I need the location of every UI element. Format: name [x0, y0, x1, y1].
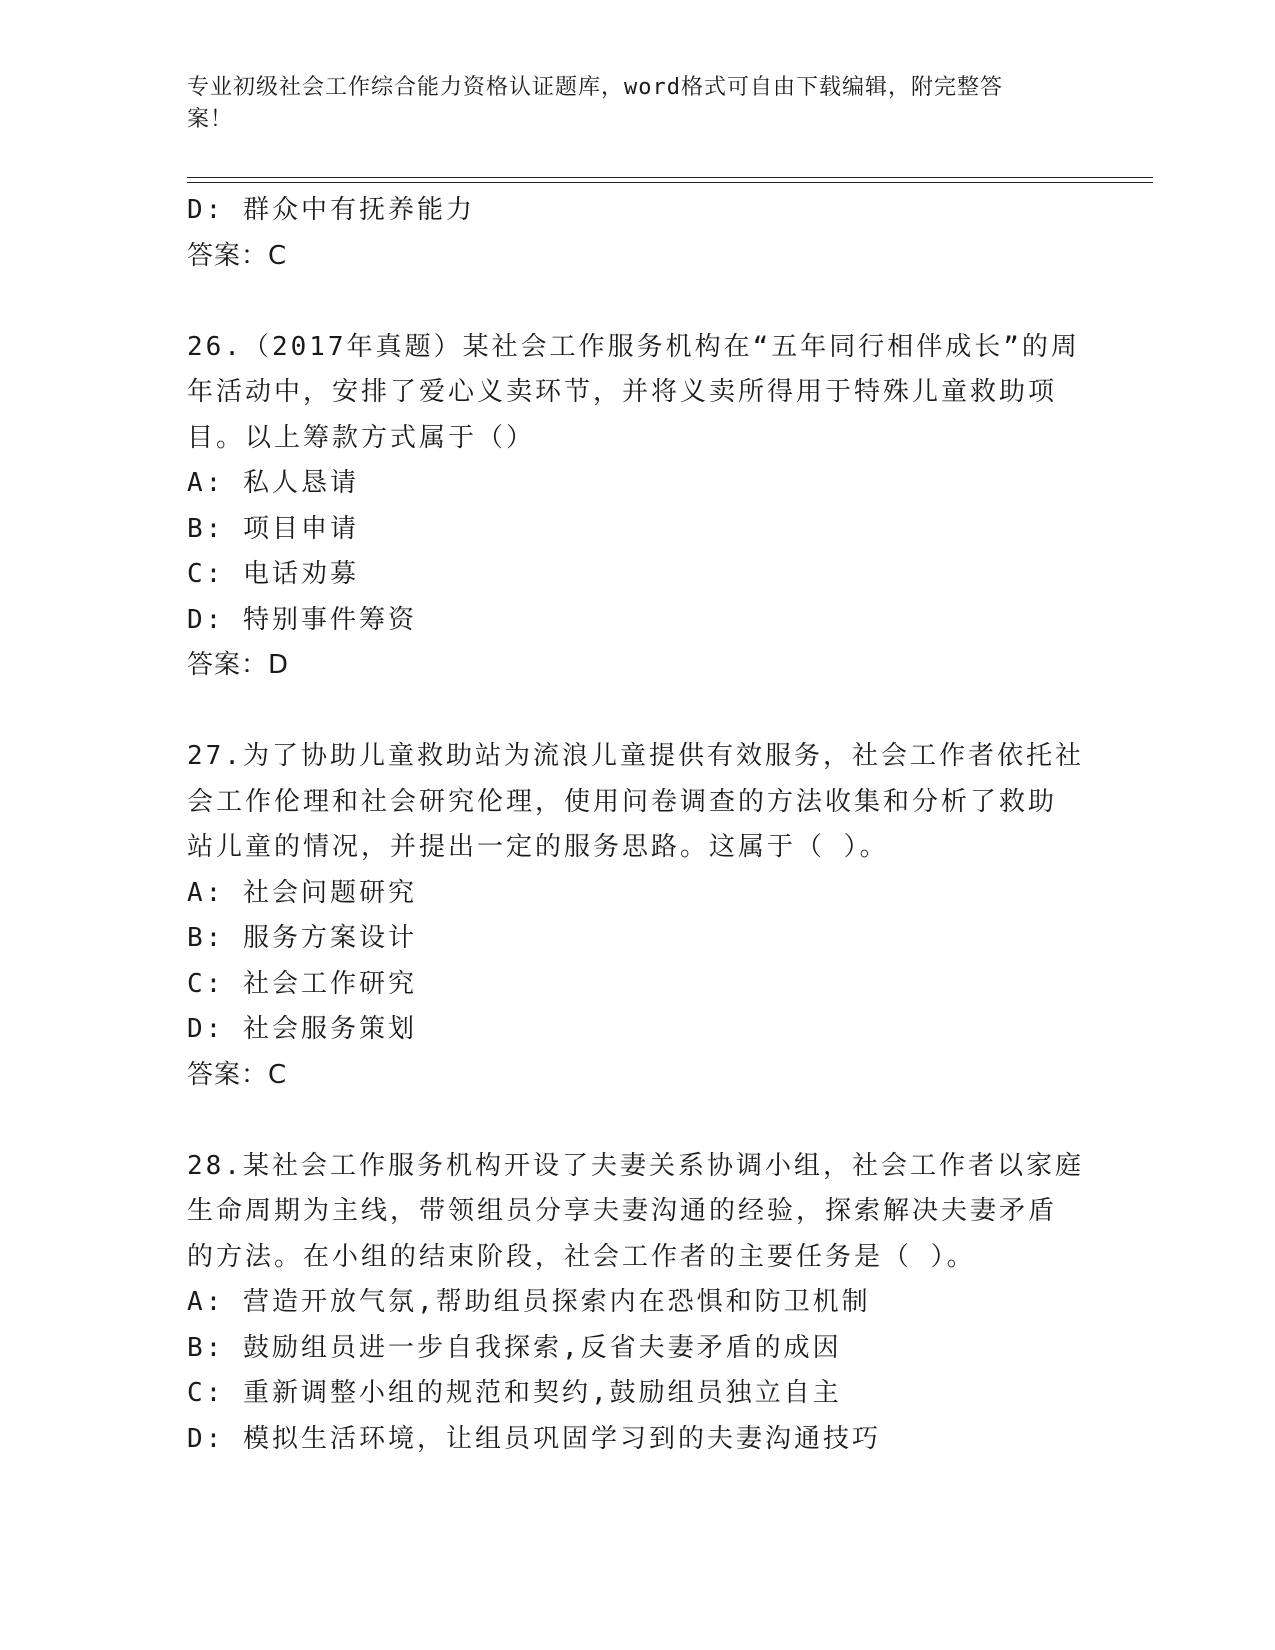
question-text-line: 28.某社会工作服务机构开设了夫妻关系协调小组，社会工作者以家庭 — [187, 1150, 1084, 1181]
question-content — [187, 188, 1087, 1462]
question-text-line: 目。以上筹款方式属于（） — [187, 422, 536, 453]
option-b: B: 服务方案设计 — [187, 923, 417, 953]
question-text-line: 26.（2017年真题）某社会工作服务机构在“五年同行相伴成长”的周 — [187, 331, 1080, 362]
previous-question-tail — [187, 188, 1087, 279]
page-header — [187, 72, 1067, 136]
question-text-line: 生命周期为主线，带领组员分享夫妻沟通的经验，探索解决夫妻矛盾 — [187, 1196, 1058, 1226]
option-d: D: 模拟生活环境，让组员巩固学习到的夫妻沟通技巧 — [187, 1423, 881, 1454]
question-text-line: 站儿童的情况，并提出一定的服务思路。这属于（ ）。 — [187, 832, 889, 862]
option-c: C: 电话劝募 — [187, 559, 359, 589]
option-c: C: 重新调整小组的规范和契约,鼓励组员独立自主 — [187, 1378, 842, 1408]
header-divider-bottom — [187, 182, 1153, 183]
answer: 答案：C — [187, 1059, 288, 1090]
header-text-line-1: 专业初级社会工作综合能力资格认证题库，word格式可自由下载编辑，附完整答 — [187, 75, 1003, 100]
option-d: D: 特别事件筹资 — [187, 604, 417, 635]
option-c: C: 社会工作研究 — [187, 968, 417, 999]
question-text-line: 会工作伦理和社会研究伦理，使用问卷调查的方法收集和分析了救助 — [187, 786, 1058, 817]
question-26 — [187, 325, 1087, 689]
option-a: A: 社会问题研究 — [187, 877, 417, 908]
option-d: D: 群众中有抚养能力 — [187, 195, 475, 225]
header-text-line-2: 案！ — [187, 107, 234, 132]
spacer — [187, 279, 1087, 325]
option-b: B: 项目申请 — [187, 513, 359, 544]
answer: 答案：D — [187, 650, 290, 680]
spacer — [187, 1098, 1087, 1144]
option-a: A: 营造开放气氛,帮助组员探索内在恐惧和防卫机制 — [187, 1287, 871, 1317]
header-divider-top — [187, 177, 1153, 178]
question-28 — [187, 1144, 1087, 1463]
question-27 — [187, 734, 1087, 1098]
question-text-line: 27.为了协助儿童救助站为流浪儿童提供有效服务，社会工作者依托社 — [187, 741, 1084, 771]
option-b: B: 鼓励组员进一步自我探索,反省夫妻矛盾的成因 — [187, 1332, 842, 1363]
question-text-line: 年活动中，安排了爱心义卖环节，并将义卖所得用于特殊儿童救助项 — [187, 377, 1058, 407]
question-text-line: 的方法。在小组的结束阶段，社会工作者的主要任务是（ ）。 — [187, 1241, 976, 1272]
answer: 答案：C — [187, 240, 288, 271]
spacer — [187, 689, 1087, 735]
option-a: A: 私人恳请 — [187, 468, 359, 498]
option-d: D: 社会服务策划 — [187, 1014, 417, 1044]
